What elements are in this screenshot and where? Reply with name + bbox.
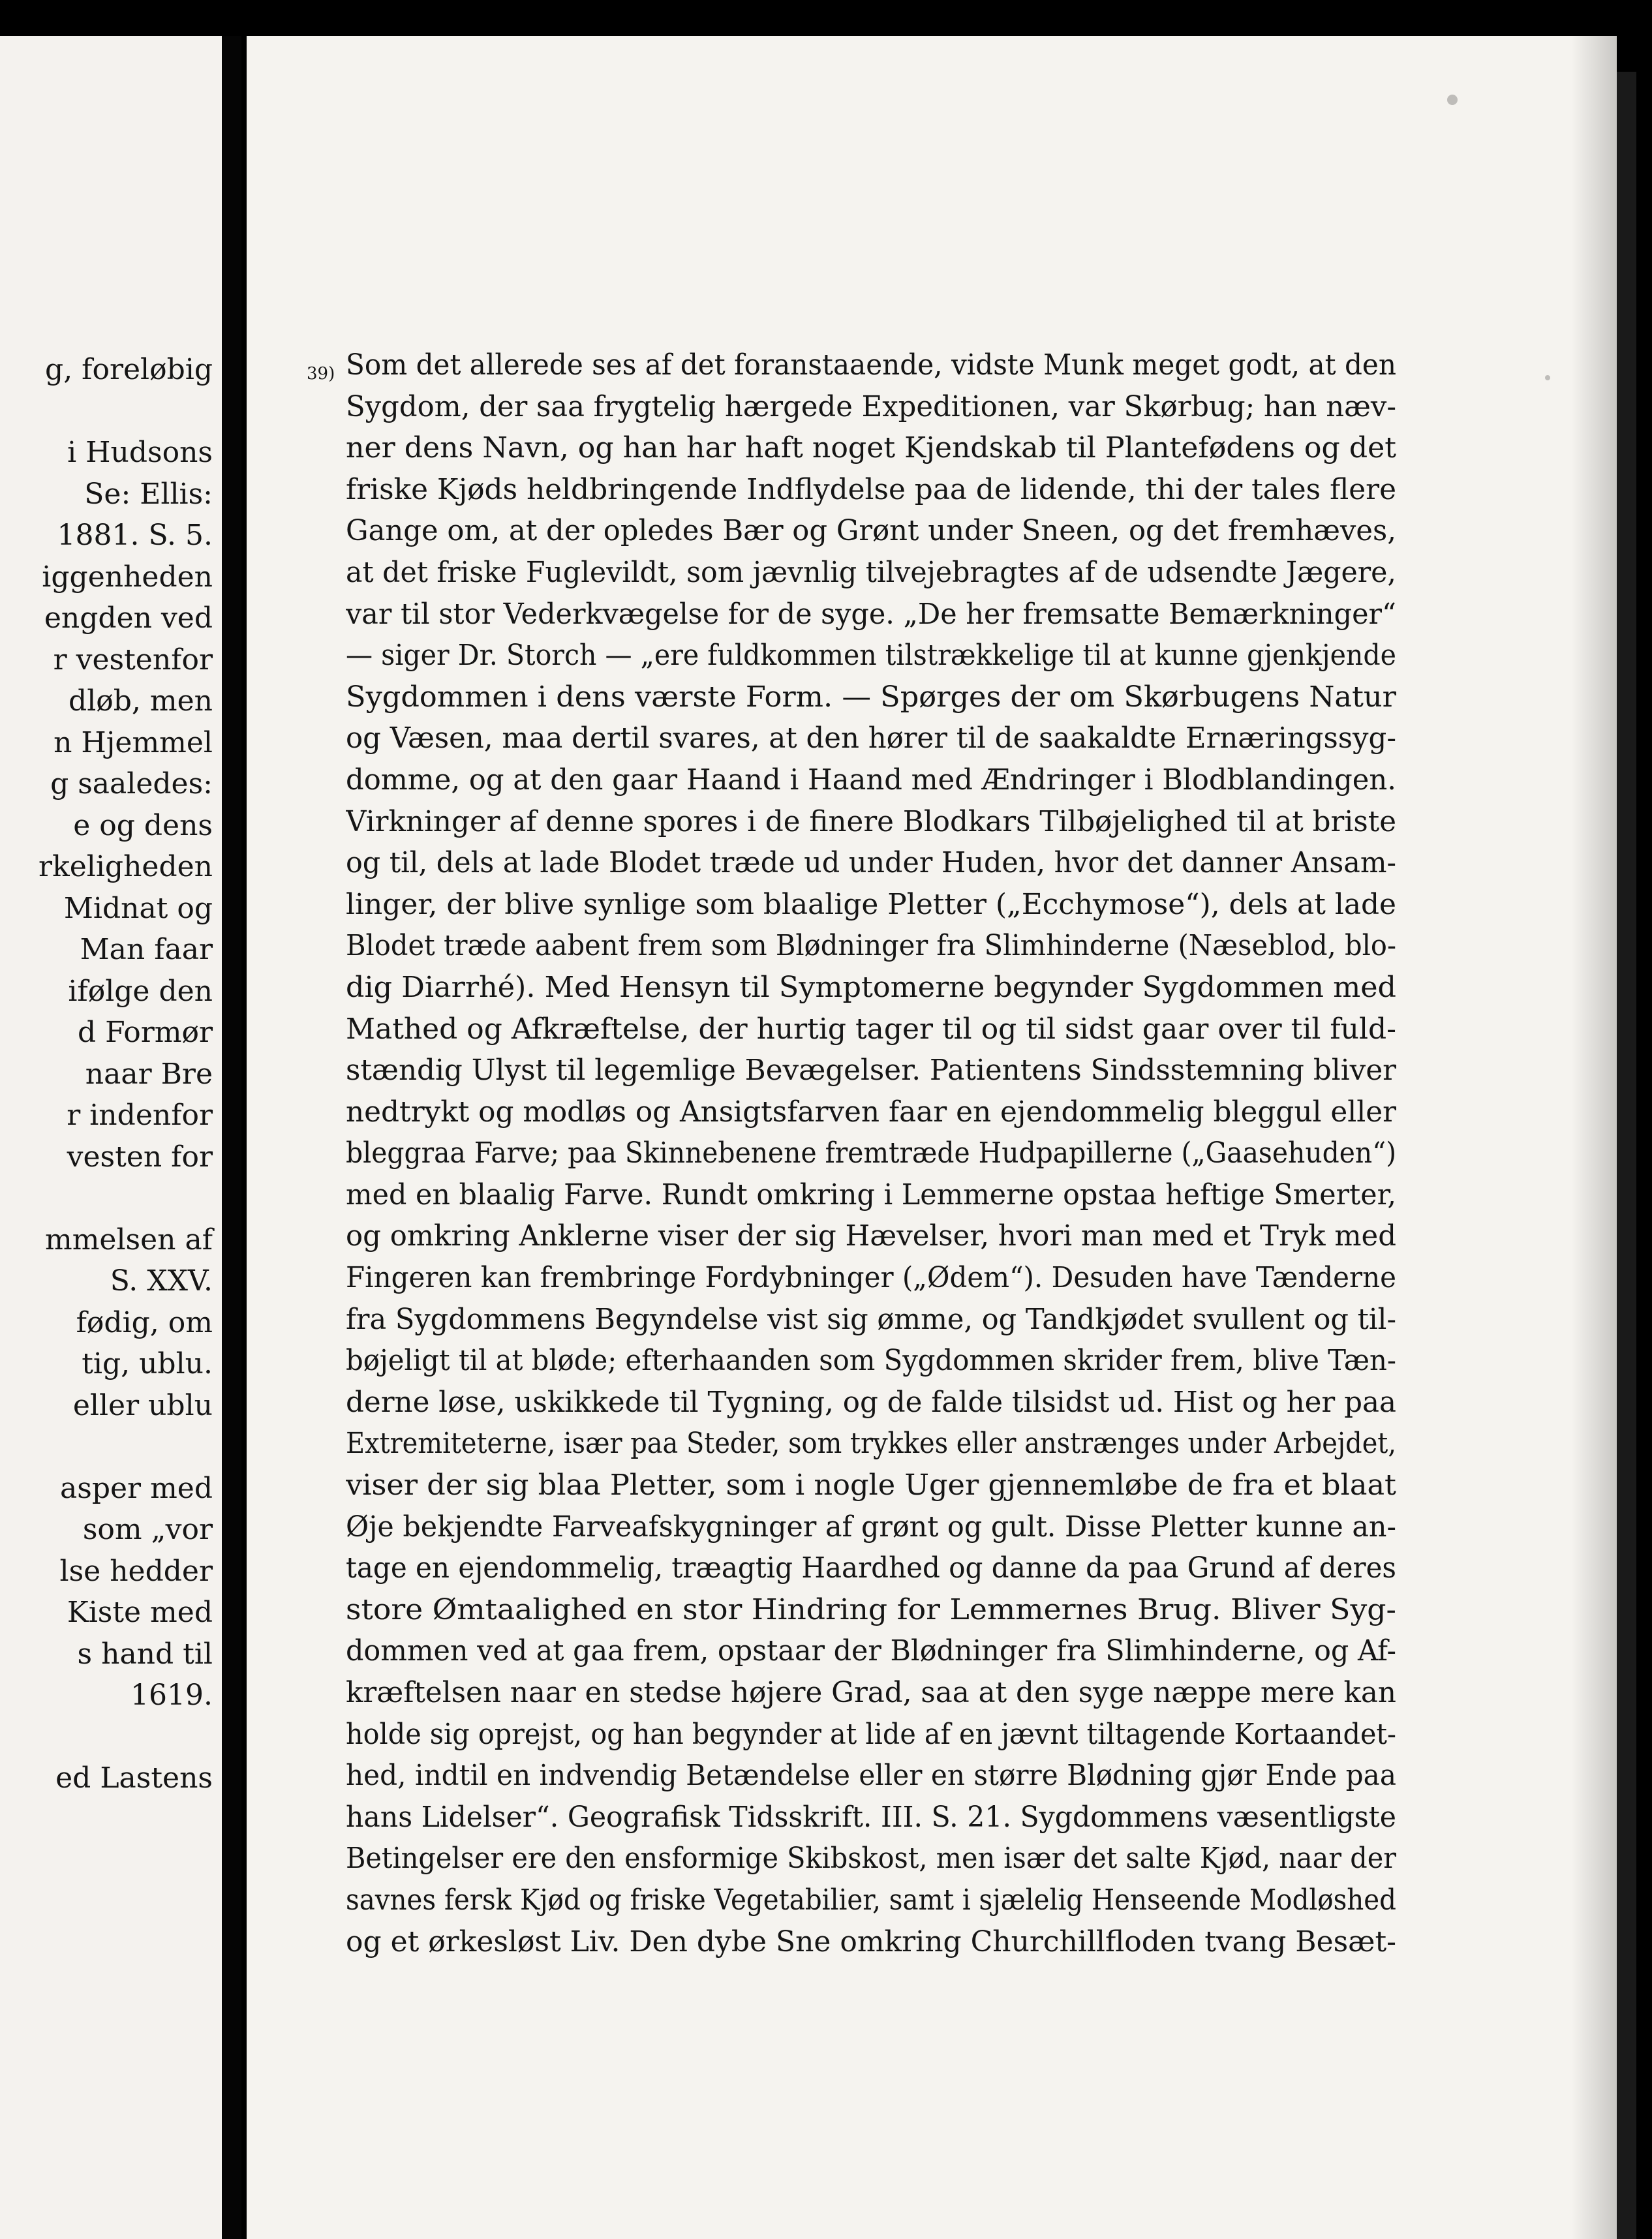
footnote-line: — siger Dr. Storch — „ere fuldkommen tilstrækkelige til at kunne gjenkjende [346, 639, 1396, 673]
left-page-line: S. XXV. [110, 1264, 213, 1298]
footnote-line: tage en ejendommelig, træagtig Haardhed og danne da paa Grund af deres [346, 1551, 1396, 1585]
footnote-line: var til stor Vederkvægelse for de syge. „De her fremsatte Bemærkninger“ [346, 597, 1396, 631]
footnote-line: holde sig oprejst, og han begynder at lide af en jævnt tiltagende Kortaandet- [346, 1717, 1396, 1751]
left-page-line: lse hedder [59, 1554, 213, 1588]
footnote-line: hans Lidelser“. Geografisk Tidsskrift. III. S. 21. Sygdommens væsentligste [346, 1800, 1396, 1834]
footnote-line: og til, dels at lade Blodet træde ud under Huden, hvor det danner Ansam- [346, 846, 1396, 880]
footnote-line: Betingelser ere den ensformige Skibskost, men især det salte Kjød, naar der [346, 1842, 1396, 1876]
left-page-line: 1619. [130, 1679, 213, 1712]
footnote-line: nedtrykt og modløs og Ansigtsfarven faar en ejendommelig bleggul eller [346, 1095, 1396, 1129]
footnote-line: dig Diarrhé). Med Hensyn til Symptomerne begynder Sygdommen med [346, 970, 1396, 1004]
left-page-text [0, 349, 222, 1799]
footnote-line: ner dens Navn, og han har haft noget Kjendskab til Plantefødens og det [346, 431, 1396, 465]
left-page-line: vesten for [67, 1140, 213, 1174]
left-page-line: dløb, men [69, 684, 213, 718]
left-page-line: asper med [60, 1471, 213, 1505]
footnote-line: og et ørkesløst Liv. Den dybe Sne omkring Churchillfloden tvang Besæt- [346, 1925, 1396, 1958]
footnote-line: linger, der blive synlige som blaalige Pletter („Ecchymose“), dels at lade [346, 887, 1396, 921]
footnote-line: Øje bekjendte Farveafskygninger af grønt og gult. Disse Pletter kunne an- [346, 1510, 1396, 1544]
footnote-line: hed, indtil en indvendig Betændelse eller en større Blødning gjør Ende paa [346, 1759, 1396, 1793]
footnote-line: bleggraa Farve; paa Skinnebenene fremtræde Hudpapillerne („Gaasehuden“) [346, 1136, 1396, 1170]
footnote-line: Extremiteterne, især paa Steder, som trykkes eller anstrænges under Arbejdet, [346, 1427, 1396, 1461]
left-page-line: 1881. S. 5. [57, 519, 213, 552]
footnote-line: dommen ved at gaa frem, opstaar der Blødninger fra Slimhinderne, og Af- [346, 1634, 1396, 1668]
left-page-line: ed Lastens [55, 1761, 213, 1795]
footnote-line: kræftelsen naar en stedse højere Grad, saa at den syge næppe mere kan [346, 1676, 1396, 1709]
footnote-line: Sygdommen i dens værste Form. — Spørges der om Skørbugens Natur [346, 680, 1396, 714]
footnote-text [346, 344, 1396, 1962]
left-page-line: Midnat og [63, 891, 213, 925]
left-page-line: eller ublu [72, 1388, 213, 1422]
smudge-mark [1545, 375, 1550, 380]
footnote-line: Fingeren kan frembringe Fordybninger („Ødem“). Desuden have Tænderne [346, 1261, 1396, 1295]
footnote-line: Som det allerede ses af det foranstaaende, vidste Munk meget godt, at den [346, 348, 1396, 382]
footnote-marker: 39) [307, 364, 335, 384]
left-page-line: iggenheden [42, 560, 213, 594]
left-page-line: i Hudsons [67, 436, 213, 469]
footnote-line: Mathed og Afkræftelse, der hurtig tager til og til sidst gaar over til fuld- [346, 1012, 1396, 1046]
footnote-line: store Ømtaalighed en stor Hindring for Lemmernes Brug. Bliver Syg- [346, 1592, 1396, 1626]
page-shadow [1571, 36, 1617, 2239]
footnote-line: friske Kjøds heldbringende Indflydelse paa de lidende, thi der tales flere [346, 472, 1396, 506]
left-page-line [0, 1716, 222, 1758]
footnote-line: Gange om, at der opledes Bær og Grønt under Sneen, og det fremhæves, [346, 514, 1396, 548]
left-page-line [0, 1178, 222, 1219]
footnote-line: derne løse, uskikkede til Tygning, og de falde tilsidst ud. Hist og her paa [346, 1385, 1396, 1419]
left-page-line: s hand til [77, 1637, 213, 1671]
left-page-line: tig, ublu. [82, 1347, 213, 1380]
footnote-line: bøjeligt til at bløde; efterhaanden som Sygdommen skrider frem, blive Tæn- [346, 1344, 1396, 1378]
left-page-line: engden ved [44, 602, 213, 635]
left-page-line: Kiste med [67, 1596, 213, 1629]
footnote-line: domme, og at den gaar Haand i Haand med Ændringer i Blodblandingen. [346, 763, 1396, 797]
left-page-line: Se: Ellis: [84, 477, 213, 511]
left-page-line: naar Bre [85, 1057, 213, 1091]
footnote-line: Sygdom, der saa frygtelig hærgede Expeditionen, var Skørbug; han næv- [346, 389, 1396, 423]
left-page-line: g saaledes: [50, 767, 213, 800]
left-page-line: ifølge den [68, 974, 213, 1008]
left-page-line: Man faar [80, 933, 213, 966]
left-page-line: mmelsen af [44, 1223, 213, 1257]
smudge-mark [1447, 95, 1458, 105]
footnote-line: fra Sygdommens Begyndelse vist sig ømme, og Tandkjødet svullent og til- [346, 1302, 1396, 1336]
left-page-line: d Formør [77, 1016, 213, 1049]
left-page-line: fødig, om [76, 1305, 213, 1339]
left-page [0, 36, 222, 2239]
left-page-line: r vestenfor [53, 643, 213, 677]
footnote-line: med en blaalig Farve. Rundt omkring i Lemmerne opstaa heftige Smerter, [346, 1178, 1396, 1211]
left-page-line: n Hjemmel [54, 725, 213, 759]
left-page-line: rkeligheden [38, 850, 213, 883]
left-page-line [0, 1426, 222, 1468]
left-page-line: som „vor [82, 1513, 213, 1546]
footnote-line: og Væsen, maa dertil svares, at den hører til de saakaldte Ernæringssyg- [346, 722, 1396, 755]
left-page-line: e og dens [73, 808, 213, 842]
left-page-line: g, foreløbig [45, 353, 213, 386]
left-page-line [0, 391, 222, 433]
gutter [222, 36, 241, 2239]
footnote-line: og omkring Anklerne viser der sig Hævelser, hvori man med et Tryk med [346, 1219, 1396, 1253]
footnote-line: at det friske Fuglevildt, som jævnlig tilvejebragtes af de udsendte Jægere, [346, 555, 1396, 589]
footnote-line: stændig Ulyst til legemlige Bevægelser. Patientens Sindsstemning bliver [346, 1054, 1396, 1088]
footnote-line: viser der sig blaa Pletter, som i nogle Uger gjennemløbe de fra et blaat [346, 1469, 1396, 1502]
footnote-line: Blodet træde aabent frem som Blødninger fra Slimhinderne (Næseblod, blo- [346, 929, 1396, 963]
footnote-line: savnes fersk Kjød og friske Vegetabilier, samt i sjælelig Henseende Modløshed [346, 1883, 1396, 1917]
footnote-line: Virkninger af denne spores i de finere Blodkars Tilbøjelighed til at briste [346, 804, 1396, 838]
left-page-line: r indenfor [67, 1099, 213, 1132]
page-edge [1617, 72, 1636, 2239]
